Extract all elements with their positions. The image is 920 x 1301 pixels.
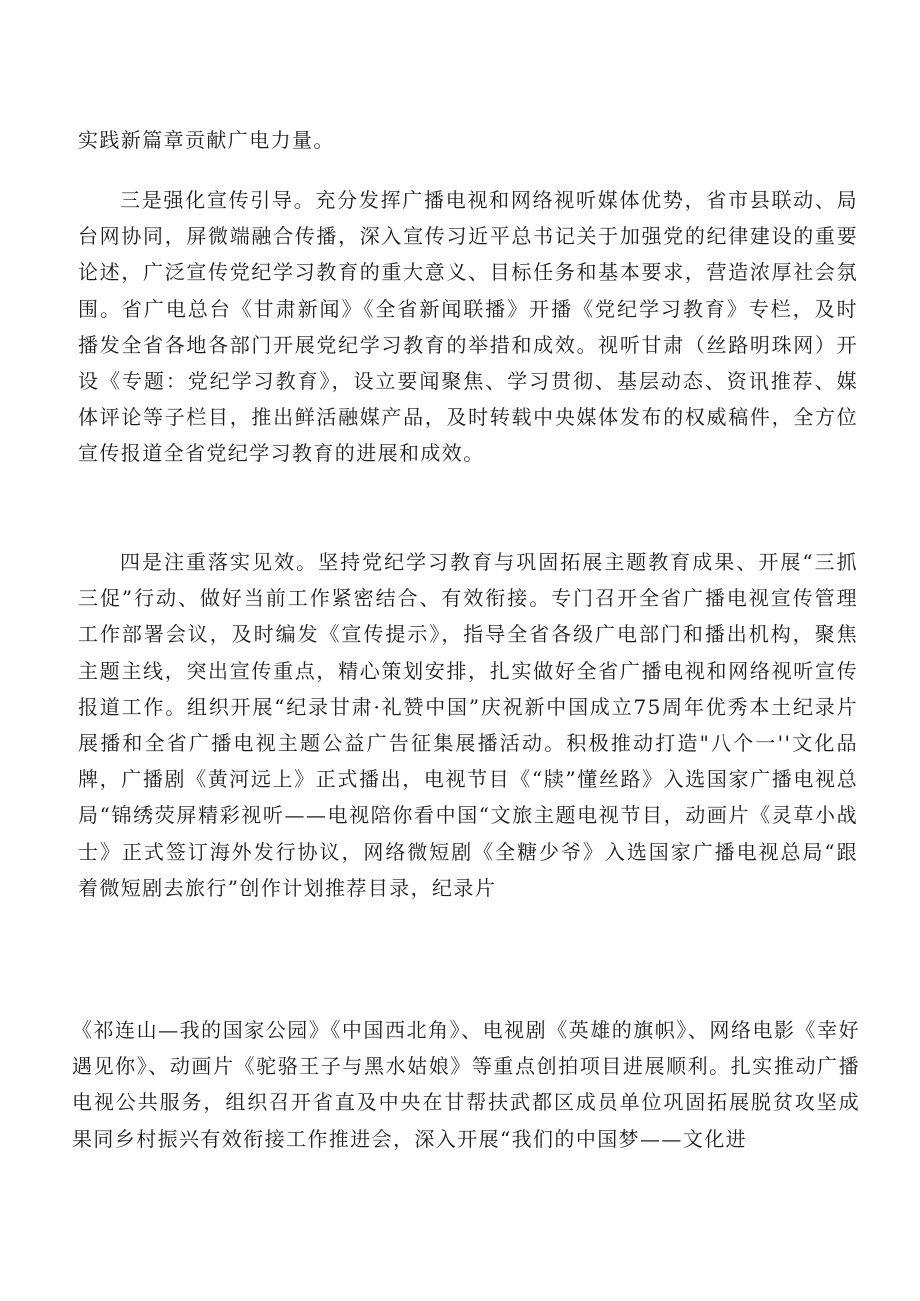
paragraph-publicity-guidance: 三是强化宣传引导。充分发挥广播电视和网络视听媒体优势，省市县联动、局台网协同，屏微端融合传播，深入宣传习近平总书记关于加强党的纪律建设的重要论述，广泛宣传党纪学习教育的重大意义、目标任务和基本要求，营造浓厚社会氛围。省广电总台《甘肃新闻》《全省新闻联播》开播《党纪学习教育》专栏，及时播发全省各地各部门开展党纪学习教育的举措和成效。视听甘肃（丝路明珠网）开设《专题：党纪学习教育》，设立要闻聚焦、学习贯彻、基层动态、资讯推荐、媒体评论等子栏目，推出鲜活融媒产品，及时转载中央媒体发布的权威稿件，全方位宣传报道全省党纪学习教育的进展和成效。 [78, 188, 858, 466]
paragraph-continuation: 实践新篇章贡献广电力量。 [78, 128, 335, 152]
paragraph-implementation-results: 四是注重落实见效。坚持党纪学习教育与巩固拓展主题教育成果、开展“三抓三促”行动、做好当前工作紧密结合、有效衔接。专门召开全省广播电视宣传管理工作部署会议，及时编发《宣传提示》，指导全省各级广电部门和播出机构，聚焦主题主线，突出宣传重点，精心策划安排，扎实做好全省广播电视和网络视听宣传报道工作。组织开展“纪录甘肃·礼赞中国”庆祝新中国成立75周年优秀本土纪录片展播和全省广播电视主题公益广告征集展播活动。积极推动打造"八个一''文化品牌，广播剧《黄河远上》正式播出，电视节目《“牍”懂丝路》入选国家广播电视总局“锦绣荧屏精彩视听——电视陪你看中国“文旅主题电视节目，动画片《灵草小战士》正式签订海外发行协议，网络微短剧《全糖少爷》入选国家广播电视总局“跟着微短剧去旅行”创作计划推荐目录，纪录片 [78, 550, 858, 900]
paragraph-key-projects: 《祁连山—我的国家公园》《中国西北角》、电视剧《英雄的旗帜》、网络电影《幸好遇见你》、动画片《驼骆王子与黑水姑娘》等重点创拍项目进展顺利。扎实推动广播电视公共服务，组织召开省直及中央在甘帮扶武都区成员单位巩固拓展脱贫攻坚成果同乡村振兴有效衔接工作推进会，深入开展“我们的中国梦——文化进 [72, 1018, 860, 1151]
